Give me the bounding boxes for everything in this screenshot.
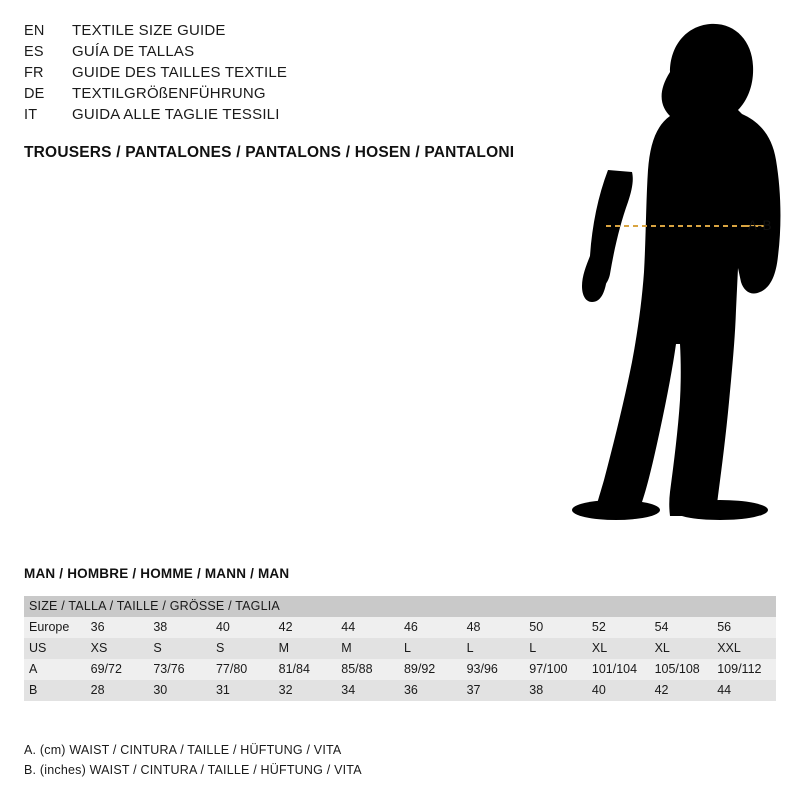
language-text: GUIDA ALLE TAGLIE TESSILI (72, 106, 280, 123)
table-cell: XL (651, 638, 714, 659)
table-cell: 44 (337, 617, 400, 638)
table-cell: S (212, 638, 275, 659)
table-row (24, 617, 776, 638)
table-cell: 28 (87, 680, 150, 701)
table-cell: XXL (713, 638, 776, 659)
table-group-title: MAN / HOMBRE / HOMME / MANN / MAN (24, 566, 290, 581)
table-cell: 93/96 (463, 659, 526, 680)
table-cell: 40 (212, 617, 275, 638)
table-cell: 46 (400, 617, 463, 638)
table-cell: 101/104 (588, 659, 651, 680)
row-label: B (24, 680, 87, 701)
row-label: A (24, 659, 87, 680)
measure-label-ab: A-B (748, 218, 773, 233)
table-header-label: SIZE / TALLA / TAILLE / GRÖSSE / TAGLIA (24, 596, 776, 617)
row-label: Europe (24, 617, 87, 638)
table-row (24, 638, 776, 659)
table-cell: 34 (337, 680, 400, 701)
table-cell: 38 (149, 617, 212, 638)
table-cell: 109/112 (713, 659, 776, 680)
table-cell: 54 (651, 617, 714, 638)
table-cell: L (463, 638, 526, 659)
language-code: IT (24, 107, 38, 123)
table-cell: 81/84 (275, 659, 338, 680)
size-table (24, 596, 776, 701)
figure-area (520, 10, 800, 540)
table-cell: 32 (275, 680, 338, 701)
language-code: ES (24, 44, 44, 60)
table-row (24, 659, 776, 680)
language-code: EN (24, 23, 45, 39)
table-cell: 56 (713, 617, 776, 638)
table-cell: M (337, 638, 400, 659)
table-cell: 73/76 (149, 659, 212, 680)
footnote-b: B. (inches) WAIST / CINTURA / TAILLE / HÜFTUNG / VITA (24, 763, 362, 777)
language-row (24, 43, 544, 64)
table-cell: 36 (400, 680, 463, 701)
table-cell: 50 (525, 617, 588, 638)
table-cell: L (525, 638, 588, 659)
table-cell: 89/92 (400, 659, 463, 680)
table-cell: 31 (212, 680, 275, 701)
language-text: GUÍA DE TALLAS (72, 43, 195, 60)
row-label: US (24, 638, 87, 659)
table-cell: 40 (588, 680, 651, 701)
table-cell: 38 (525, 680, 588, 701)
language-text: TEXTILGRÖßENFÜHRUNG (72, 85, 266, 102)
language-text: TEXTILE SIZE GUIDE (72, 22, 226, 39)
table-cell: 42 (651, 680, 714, 701)
table-cell: 30 (149, 680, 212, 701)
footnotes (24, 740, 362, 780)
table-cell: 97/100 (525, 659, 588, 680)
table-row (24, 680, 776, 701)
table-header-row (24, 596, 776, 617)
table-cell: L (400, 638, 463, 659)
language-row (24, 22, 544, 43)
table-cell: 37 (463, 680, 526, 701)
table-cell: XL (588, 638, 651, 659)
language-row (24, 106, 544, 127)
man-silhouette-icon (520, 10, 800, 540)
table-cell: 77/80 (212, 659, 275, 680)
table-cell: 52 (588, 617, 651, 638)
table-cell: 42 (275, 617, 338, 638)
language-row (24, 64, 544, 85)
language-code: DE (24, 86, 45, 102)
language-list (24, 22, 544, 127)
table-cell: 44 (713, 680, 776, 701)
language-text: GUIDE DES TAILLES TEXTILE (72, 64, 288, 81)
table-cell: 105/108 (651, 659, 714, 680)
table-cell: M (275, 638, 338, 659)
garment-type-title: TROUSERS / PANTALONES / PANTALONS / HOSEN / PANTALONI (24, 144, 515, 161)
table-cell: XS (87, 638, 150, 659)
table-cell: 48 (463, 617, 526, 638)
table-cell: 85/88 (337, 659, 400, 680)
language-row (24, 85, 544, 106)
language-code: FR (24, 65, 44, 81)
footnote-a: A. (cm) WAIST / CINTURA / TAILLE / HÜFTUNG / VITA (24, 743, 342, 757)
table-cell: 69/72 (87, 659, 150, 680)
table-cell: 36 (87, 617, 150, 638)
table-cell: S (149, 638, 212, 659)
